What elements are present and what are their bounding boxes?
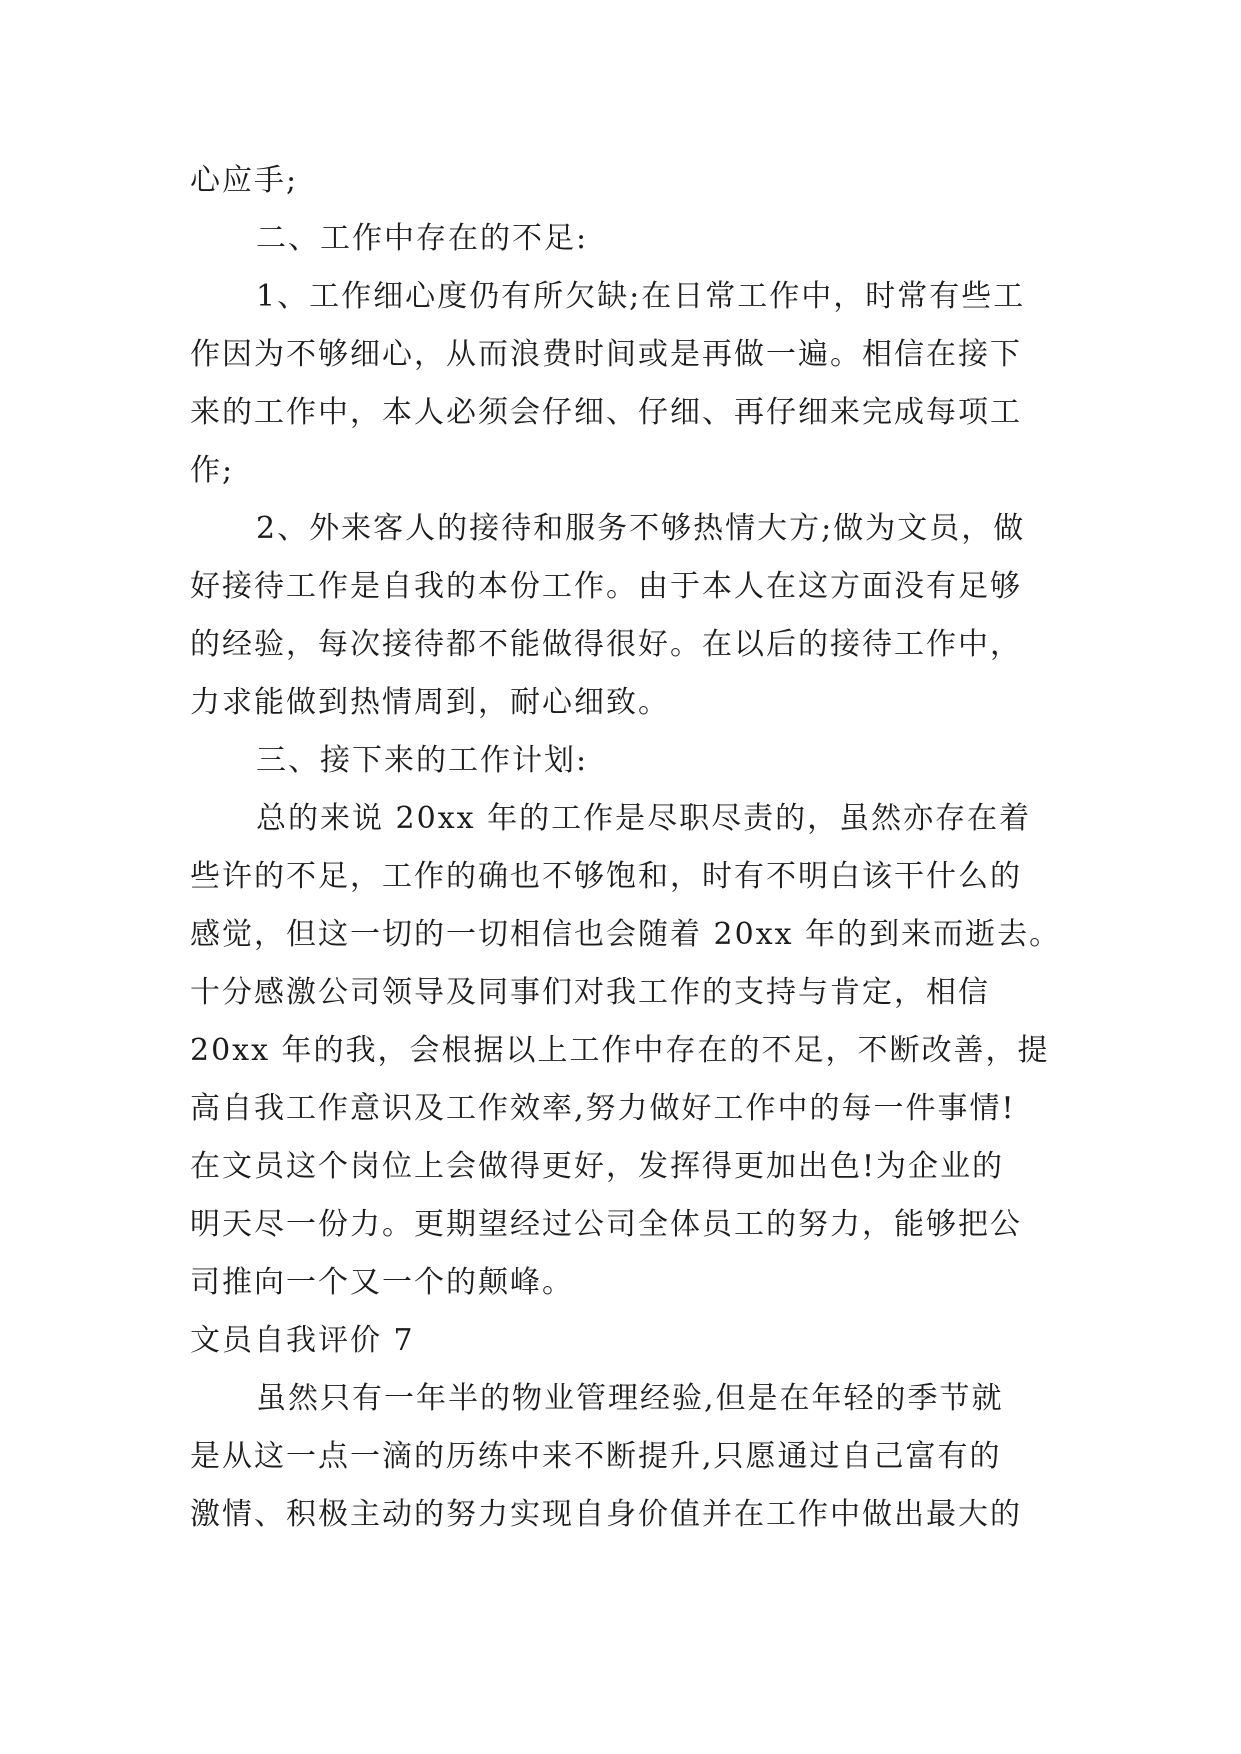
text-line: 虽然只有一年半的物业管理经验,但是在年轻的季节就	[256, 1381, 1004, 1416]
article-title: 文员自我评价 7	[190, 1323, 415, 1358]
text-line: 的经验，每次接待都不能做得很好。在以后的接待工作中，	[190, 627, 1022, 662]
text-line: 十分感激公司领导及同事们对我工作的支持与肯定，相信	[190, 975, 990, 1010]
text-line: 些许的不足，工作的确也不够饱和，时有不明白该干什么的	[190, 859, 1022, 894]
text-line: 力求能做到热情周到，耐心细致。	[190, 685, 670, 720]
text-line: 高自我工作意识及工作效率,努力做好工作中的每一件事情!	[190, 1091, 1016, 1126]
text-line: 明天尽一份力。更期望经过公司全体员工的努力，能够把公	[190, 1207, 1022, 1242]
section-heading-work-plan: 三、接下来的工作计划:	[256, 743, 589, 778]
text-line: 2、外来客人的接待和服务不够热情大方;做为文员，做	[256, 511, 1026, 546]
text-line: 来的工作中，本人必须会仔细、仔细、再仔细来完成每项工	[190, 395, 1022, 430]
text-line: 司推向一个又一个的颠峰。	[190, 1265, 574, 1300]
document-body	[190, 152, 1070, 1544]
text-line: 总的来说 20xx 年的工作是尽职尽责的，虽然亦存在着	[256, 801, 1032, 836]
text-line: 在文员这个岗位上会做得更好，发挥得更加出色!为企业的	[190, 1149, 1005, 1184]
text-line: 作因为不够细心，从而浪费时间或是再做一遍。相信在接下	[190, 337, 1022, 372]
text-line: 是从这一点一滴的历练中来不断提升,只愿通过自己富有的	[190, 1439, 1002, 1474]
section-heading-shortcomings: 二、工作中存在的不足:	[256, 221, 589, 256]
text-line: 激情、积极主动的努力实现自身价值并在工作中做出最大的	[190, 1497, 1022, 1532]
text-line: 1、工作细心度仍有所欠缺;在日常工作中，时常有些工	[256, 279, 1026, 314]
text-line: 作;	[190, 453, 235, 488]
text-line: 好接待工作是自我的本份工作。由于本人在这方面没有足够	[190, 569, 1022, 604]
text-line: 心应手;	[190, 163, 299, 198]
text-line: 感觉，但这一切的一切相信也会随着 20xx 年的到来而逝去。	[190, 917, 1062, 952]
text-line: 20xx 年的我，会根据以上工作中存在的不足，不断改善，提	[190, 1033, 1050, 1068]
